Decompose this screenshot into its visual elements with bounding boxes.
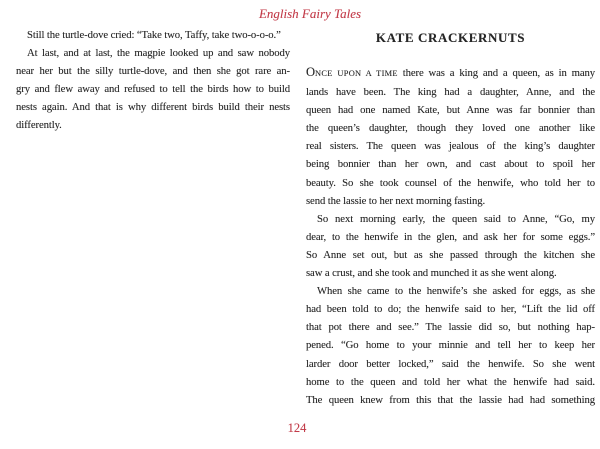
- text-line: Still the turtle-dove cried: “Take two, Taffy, take two-o-o-o.”: [27, 29, 281, 41]
- text-line: gry and flew away and refused to tell the birds how to build: [16, 83, 290, 96]
- text-line: had been told to do; the henwife said to her, “Lift the lid off: [306, 303, 595, 316]
- text-line: pened. “Go home to your minnie and tell her to keep her: [306, 339, 595, 352]
- right-text-column: [306, 26, 595, 409]
- text-line: differently.: [16, 119, 62, 132]
- text-line: larder door better locked,” said the henwife. So she went: [306, 357, 595, 370]
- text-line: nests again. And that is why different birds build their nests: [16, 101, 290, 114]
- story-title: KATE CRACKERNUTS: [375, 30, 526, 45]
- text-line: dear, to the henwife in the glen, and ask her for some eggs.”: [306, 230, 595, 243]
- text-line: So next morning early, the queen said to Anne, “Go, my: [317, 212, 595, 225]
- text-line: the queen’s daughter, though they loved one another like: [306, 122, 595, 135]
- text-line: lands have been. The king had a daughter, Anne, and the: [306, 86, 595, 99]
- text-line: queen had one named Kate, but Anne was far bonnier than: [306, 104, 595, 117]
- lead-capital: O: [306, 65, 315, 79]
- text-line: The queen knew from this that the lassie had had something: [306, 393, 595, 406]
- text-line: send the lassie to her next morning fasting.: [306, 194, 486, 207]
- text-line: At last, and at last, the magpie looked up and saw nobody: [27, 47, 290, 60]
- text-line: near her but the silly turtle-dove, and then she got rare an-: [16, 65, 290, 78]
- story-body: [306, 63, 595, 409]
- text-line: beauty. So she took counsel of the henwife, who told her to: [306, 176, 595, 189]
- text-line: being bonnier than her own, and cast about to spoil her: [306, 158, 595, 171]
- text-line: real sisters. The queen was jealous of the king’s daughter: [306, 140, 595, 153]
- text-line: When she came to the henwife’s she asked for eggs, as she: [317, 285, 595, 298]
- text-line: ONCE UPON A TIME there was a king and a queen, as in many: [306, 65, 595, 79]
- text-line: So Anne set out, but as she passed through the kitchen she: [306, 248, 595, 261]
- text-line: that pot there and see.” The lassie did so, but nothing hap-: [306, 321, 595, 334]
- page-number: 124: [287, 421, 307, 435]
- left-text-column: [16, 26, 290, 135]
- small-caps-opening: NCE UPON A TIME: [315, 69, 398, 78]
- text-line: home to the queen and told her what the henwife had said.: [306, 375, 595, 388]
- running-header: English Fairy Tales: [258, 6, 362, 21]
- text-line: saw a crust, and she took and munched it as she went along.: [306, 267, 557, 280]
